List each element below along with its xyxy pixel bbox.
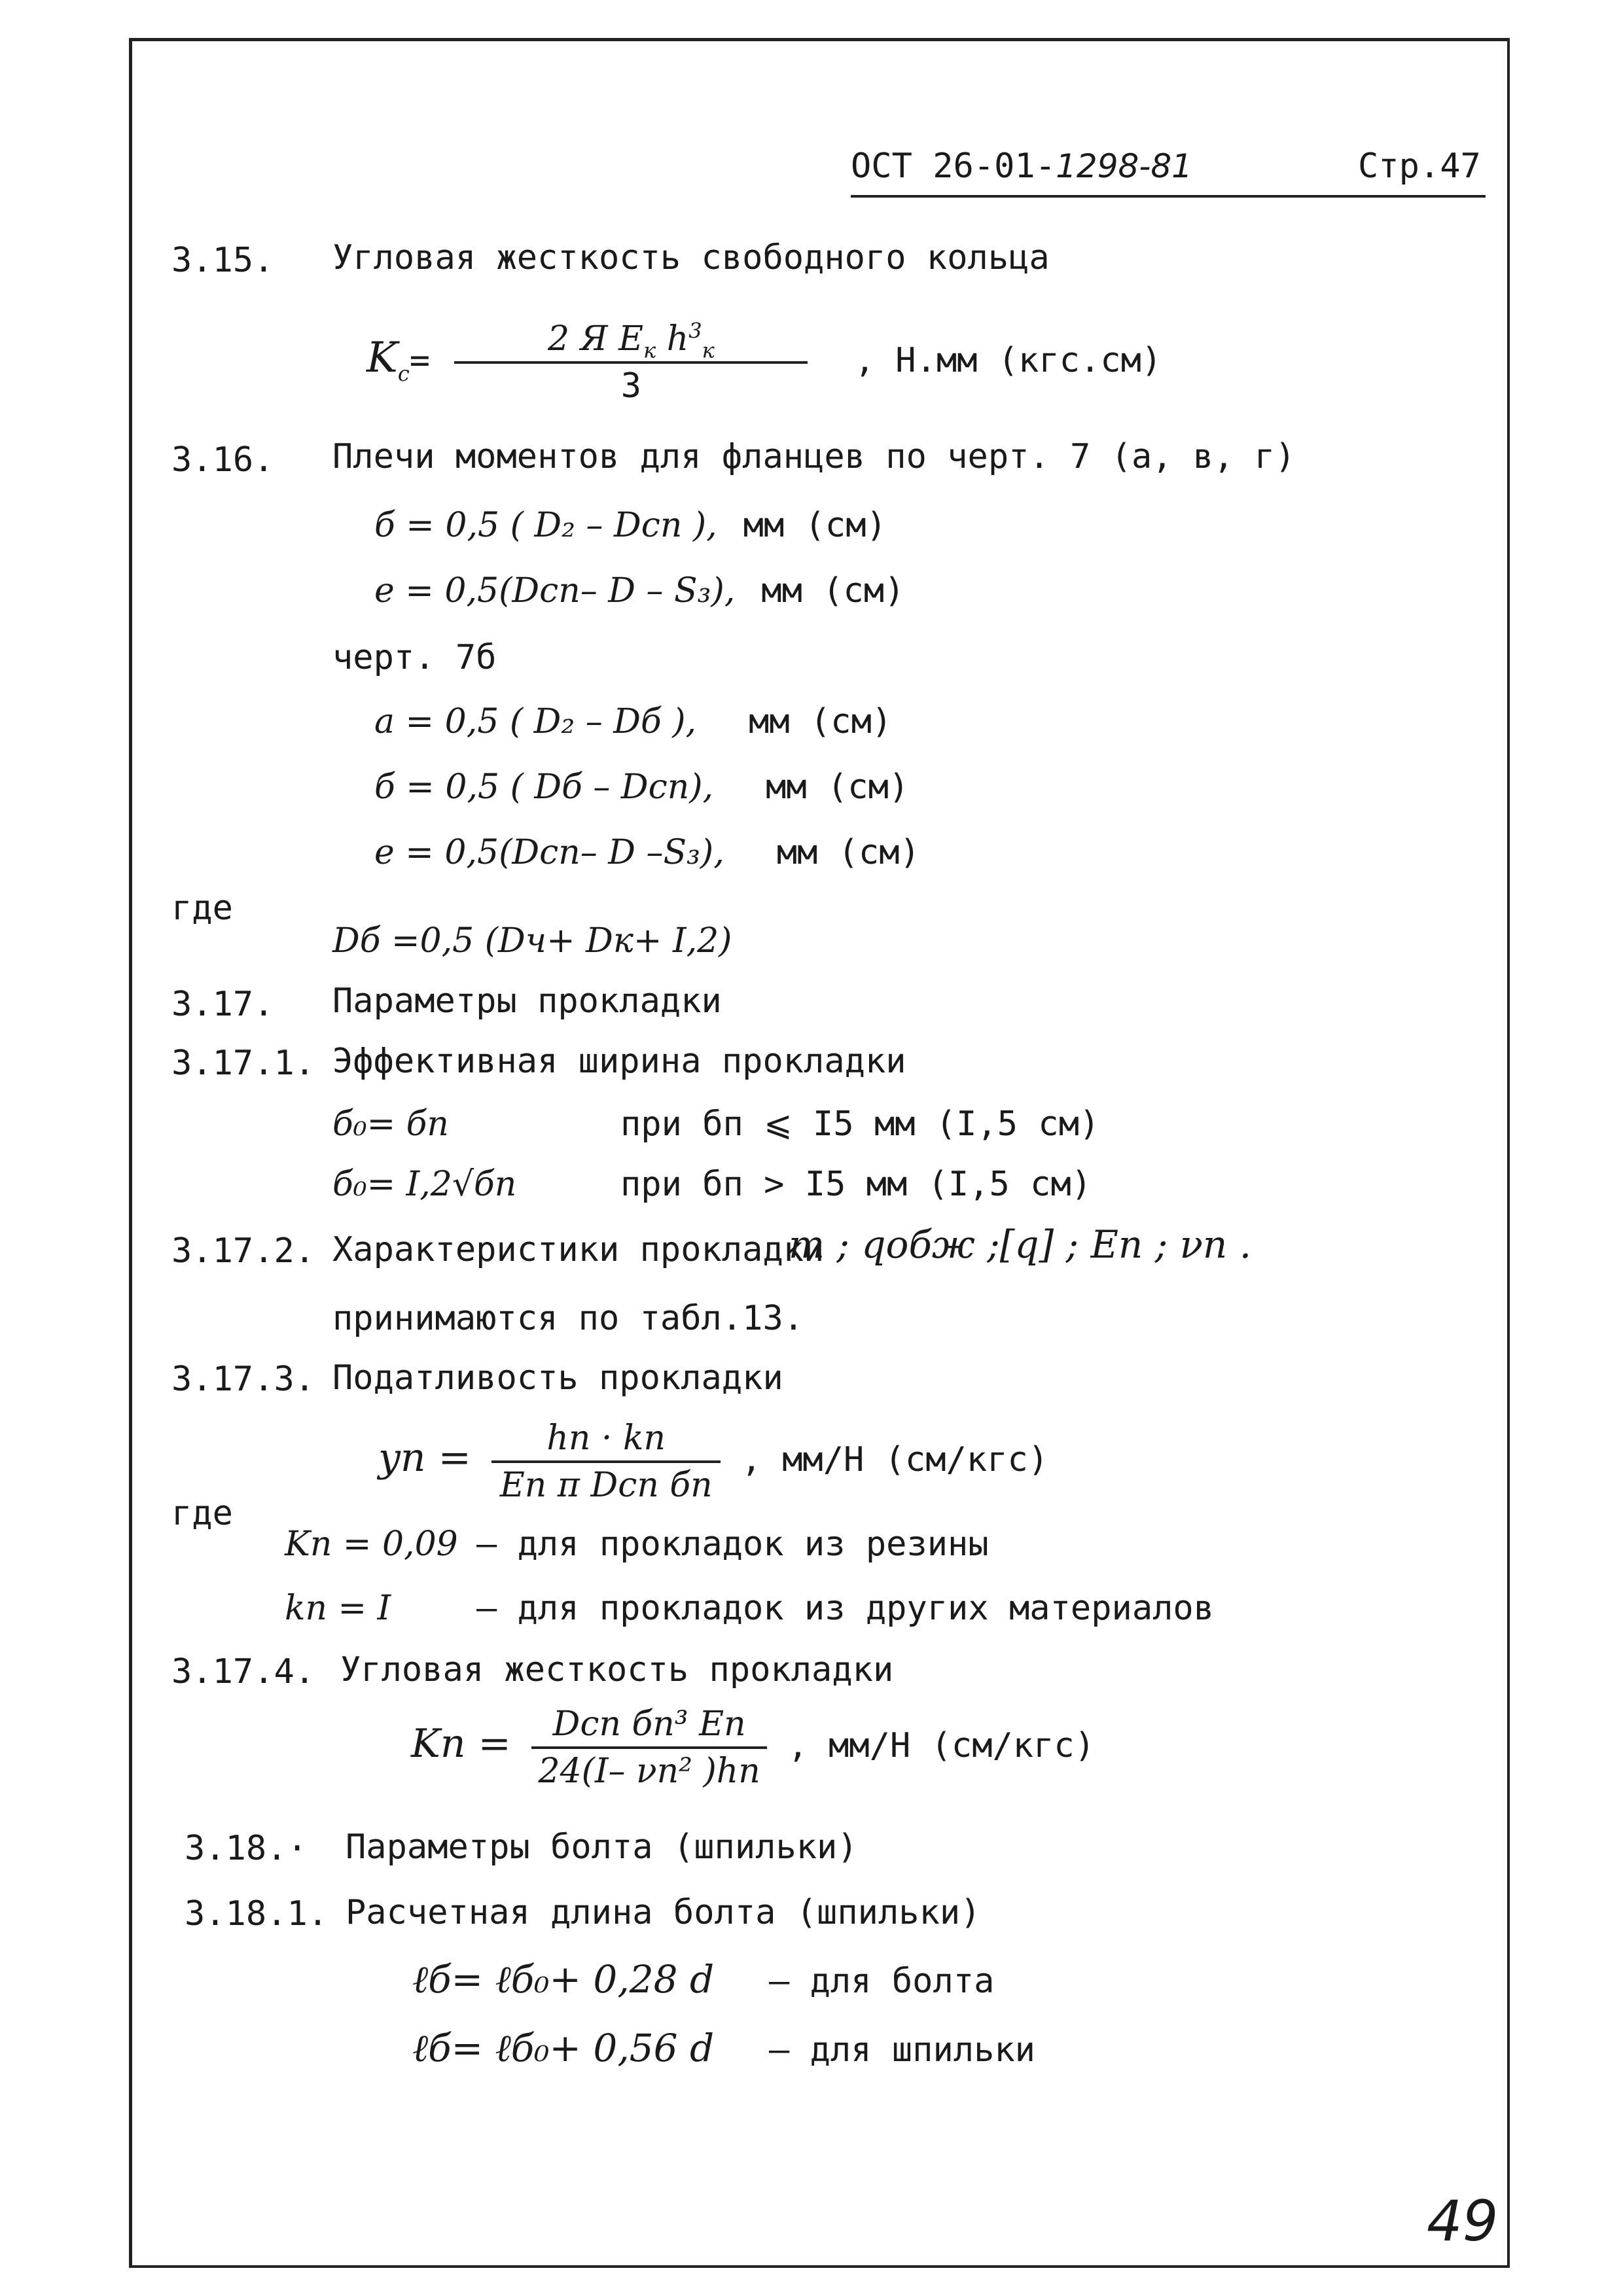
formula-lb-stud: ℓб= ℓб₀+ 0,56 d <box>412 2026 715 2070</box>
lb-stud-text: – для шпильки <box>769 2030 1035 2070</box>
kn-other-text: – для прокладок из других материалов <box>476 1589 1215 1628</box>
formula-b-2: б = 0,5 ( Dб – Dсп), мм (см) <box>374 768 910 807</box>
gasket-table-note: принимаются по табл.13. <box>332 1299 804 1338</box>
doc-code-prefix: ОСТ 26-01- <box>851 147 1056 186</box>
formula-kn-rubber: Kп = 0,09 <box>285 1525 458 1564</box>
section-3-17-4-title: Угловая жесткость прокладки <box>340 1650 894 1689</box>
formula-a: a = 0,5 ( D₂ – Dб ), мм (см) <box>374 702 893 741</box>
formula-yn: yп = $\frac{hп \cdot kп}{\text{Eп π Dсп бп}}$ , мм/Н (см/кгс) <box>378 1419 1049 1505</box>
formula-kn: Kп = $\frac{\text{Dсп бп³ Eп}}{\text{24(I– νп² )hп}}$ , мм/Н (см/кгс) <box>411 1704 1096 1791</box>
where-label-1: где <box>171 889 233 928</box>
condition-2: при бп > I5 мм (I,5 см) <box>620 1165 1092 1204</box>
page-number: 49 <box>1427 2189 1499 2254</box>
section-3-17-3-number: 3.17.3. <box>171 1360 315 1399</box>
section-3-16-title: Плечи моментов для фланцев по черт. 7 (а, в, г) <box>332 437 1296 476</box>
section-3-17-2-number: 3.17.2. <box>171 1231 315 1271</box>
formula-kn-other: kп = I <box>285 1589 391 1628</box>
kn-rubber-text: – для прокладок из резины <box>476 1525 989 1564</box>
section-3-17-1-number: 3.17.1. <box>171 1044 315 1083</box>
condition-1: при бп ⩽ I5 мм (I,5 см) <box>620 1104 1100 1144</box>
formula-e-1: e = 0,5(Dсп– D – S₃), мм (см) <box>374 571 905 610</box>
doc-code <box>851 147 1192 186</box>
formula-e-2: e = 0,5(Dсп– D –S₃), мм (см) <box>374 833 920 872</box>
formula-b-1: б = 0,5 ( D₂ – Dсп ), мм (см) <box>374 506 887 545</box>
section-3-18-1-title: Расчетная длина болта (шпильки) <box>346 1893 981 1932</box>
lb-bolt-text: – для болта <box>769 1962 995 2001</box>
section-3-18-title: Параметры болта (шпильки) <box>346 1828 858 1867</box>
formula-db: Dб =0,5 (Dч+ Dк+ I,2) <box>332 921 732 961</box>
section-3-16-number: 3.16. <box>171 440 274 480</box>
section-3-18-1-number: 3.18.1. <box>185 1894 329 1934</box>
section-3-15-number: 3.15. <box>171 241 274 280</box>
doc-code-handwritten: 1298-81 <box>1056 147 1192 185</box>
gasket-symbols: m ; qобж ;[q] ; Eп ; νп . <box>789 1222 1252 1267</box>
section-3-18-number: 3.18.· <box>185 1829 308 1868</box>
section-3-17-1-title: Эффективная ширина прокладки <box>332 1042 906 1081</box>
section-3-17-title: Параметры прокладки <box>332 981 722 1021</box>
section-3-17-3-title: Податливость прокладки <box>332 1358 783 1398</box>
section-3-17-number: 3.17. <box>171 985 274 1024</box>
section-3-15-title: Угловая жесткость свободного кольца <box>332 238 1050 277</box>
formula-kc: $K_c=$ $\frac{2 Я E_к h^3_к}{3}$ , Н.мм (кгс.см) <box>366 318 1162 406</box>
section-3-17-2-title: Характеристики прокладки <box>332 1230 825 1269</box>
header-rule <box>851 195 1486 198</box>
where-label-2: где <box>171 1494 233 1533</box>
formula-b0-2: б₀= I,2√бп <box>332 1165 517 1204</box>
drawing-7b-label: черт. 7б <box>332 638 497 677</box>
page-label: Стр.47 <box>1358 147 1481 186</box>
formula-b0-1: б₀= бп <box>332 1104 449 1144</box>
section-3-17-4-number: 3.17.4. <box>171 1652 315 1691</box>
formula-lb-bolt: ℓб= ℓб₀+ 0,28 d <box>412 1957 715 2002</box>
